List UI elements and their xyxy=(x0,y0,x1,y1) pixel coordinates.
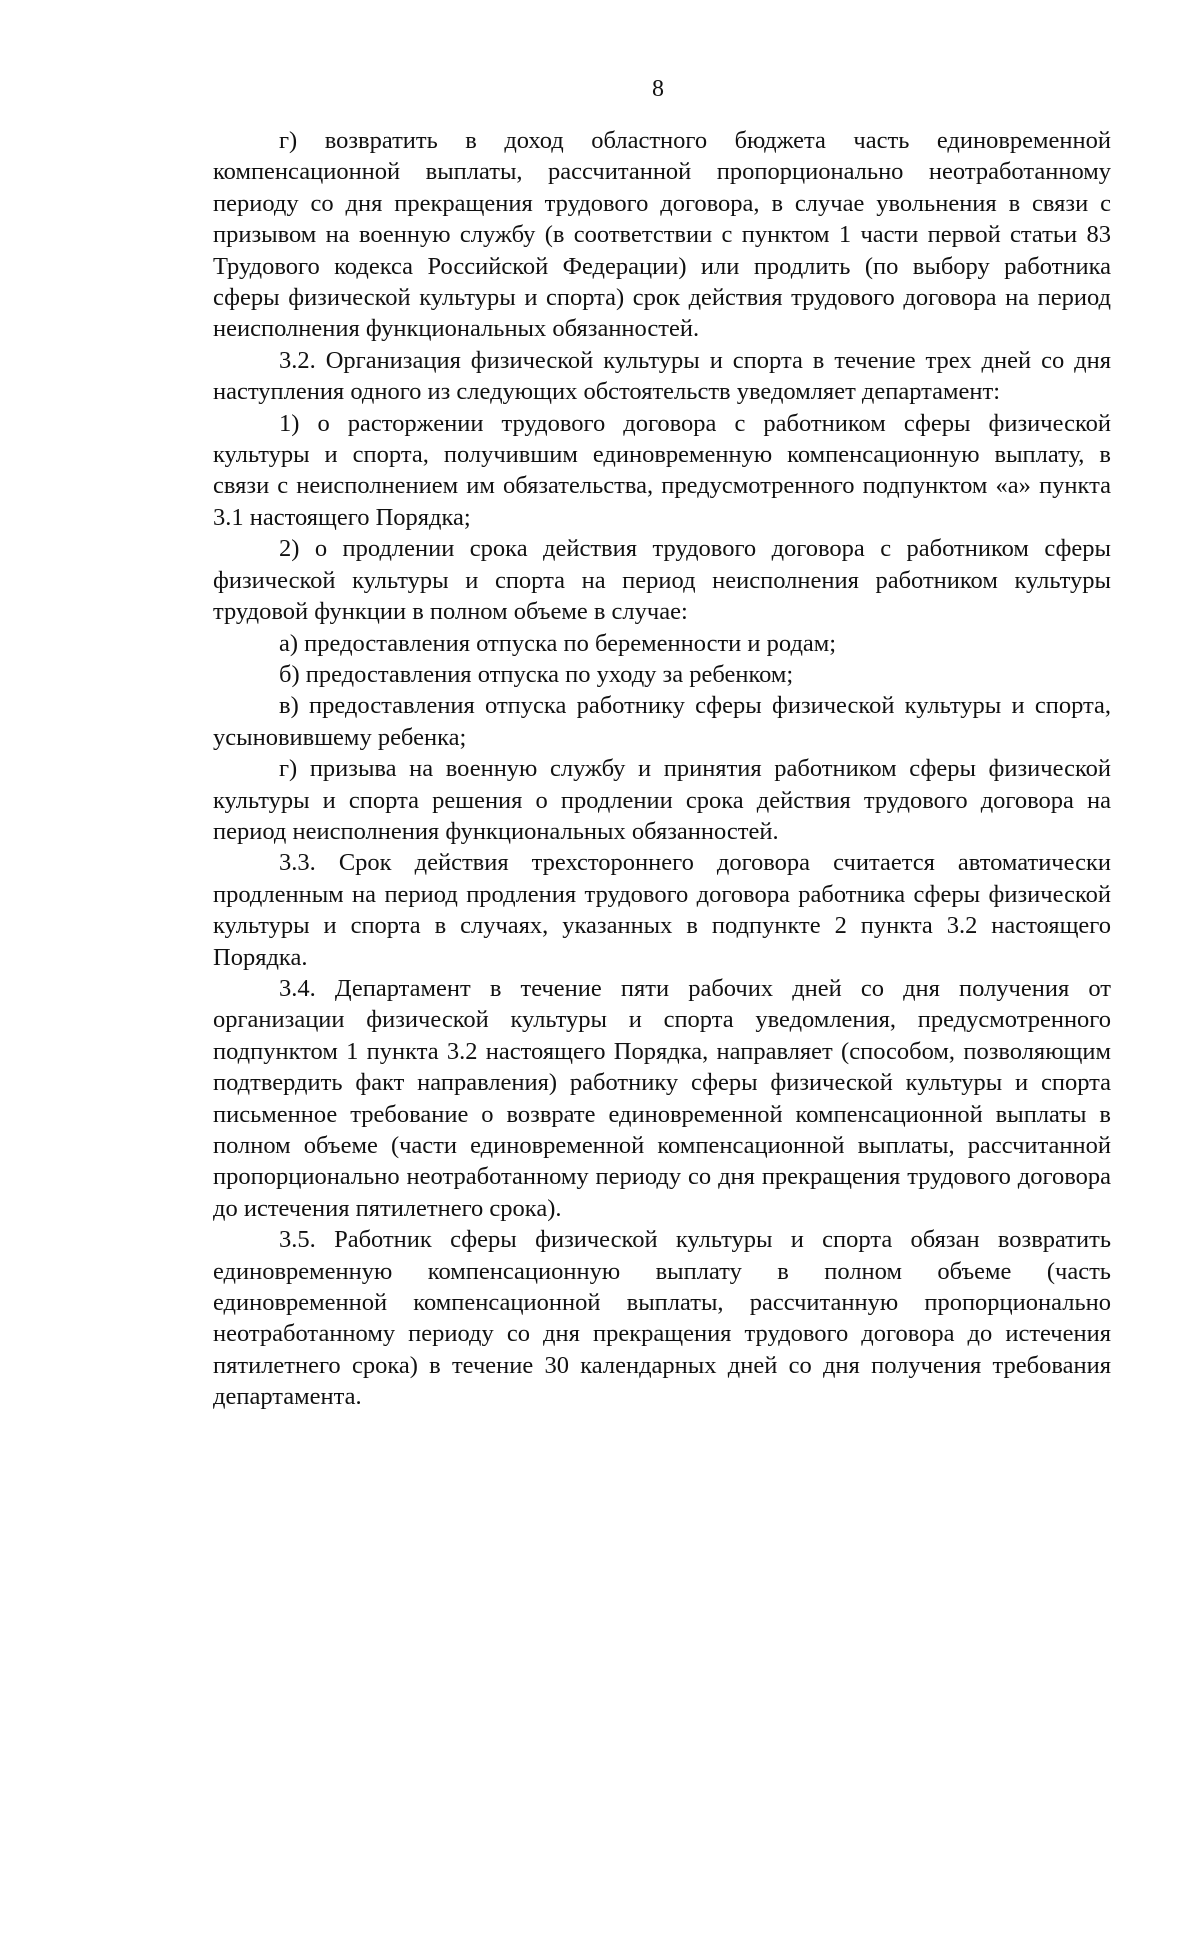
page-number: 8 xyxy=(652,76,664,102)
paragraph-3-4: 3.4. Департамент в течение пяти рабочих дней со дня получения от организации физической культуры и спорта уведомления, предусмотренного подпунктом 1 пункта 3.2 настоящего Порядка, направляет (способом, позволяющим подтвердить факт направления) работнику сферы физической культуры и спорта письменное требование о возврате единовременной компенсационной выплаты в полном объеме (части единовременной компенсационной выплаты, рассчитанной пропорционально неотработанному периоду со дня прекращения трудового договора до истечения пятилетнего срока). xyxy=(213,974,1111,1222)
paragraph-3-2-item-2: 2) о продлении срока действия трудового договора с работником сферы физической культуры и спорта на период неисполнения работником культуры трудовой функции в полном объеме в случае: xyxy=(213,535,1111,626)
document-body xyxy=(213,125,1111,1413)
paragraph-3-5: 3.5. Работник сферы физической культуры и спорта обязан возвратить единовременную компенсационную выплату в полном объеме (часть единовременной компенсационной выплаты, рассчитанную пропорционально неотработанному периоду со дня прекращения трудового договора до истечения пятилетнего срока) в течение 30 календарных дней со дня получения требования департамента. xyxy=(213,1226,1111,1411)
paragraph-3-2: 3.2. Организация физической культуры и спорта в течение трех дней со дня наступления одного из следующих обстоятельств уведомляет департамент: xyxy=(213,346,1111,406)
paragraph-3-2-item-2-g: г) призыва на военную службу и принятия работником сферы физической культуры и спорта решения о продлении срока действия трудового договора на период неисполнения функциональных обязанностей. xyxy=(213,755,1111,845)
paragraph-3-2-item-1: 1) о расторжении трудового договора с работником сферы физической культуры и спорта, получившим единовременную компенсационную выплату, в связи с неисполнением им обязательства, предусмотренного подпунктом «а» пункта 3.1 настоящего Порядка; xyxy=(213,409,1111,531)
paragraph-3-3: 3.3. Срок действия трехстороннего договора считается автоматически продленным на период продления трудового договора работника сферы физической культуры и спорта в случаях, указанных в подпункте 2 пункта 3.2 настоящего Порядка. xyxy=(213,849,1111,971)
paragraph-3-2-item-2-v: в) предоставления отпуска работнику сферы физической культуры и спорта, усыновившему ребенка; xyxy=(213,692,1111,751)
paragraph-3-2-item-2-b: б) предоставления отпуска по уходу за ребенком; xyxy=(279,660,794,688)
paragraph-3-1-g: г) возвратить в доход областного бюджета часть единовременной компенсационной выплаты, рассчитанной пропорционально неотработанному периоду со дня прекращения трудового договора, в случае увольнения в связи с призывом на военную службу (в соответствии с пунктом 1 части первой статьи 83 Трудового кодекса Российской Федерации) или продлить (по выбору работника сферы физической культуры и спорта) срок действия трудового договора на период неисполнения функциональных обязанностей. xyxy=(213,127,1111,343)
paragraph-3-2-item-2-a: а) предоставления отпуска по беременности и родам; xyxy=(279,629,837,657)
